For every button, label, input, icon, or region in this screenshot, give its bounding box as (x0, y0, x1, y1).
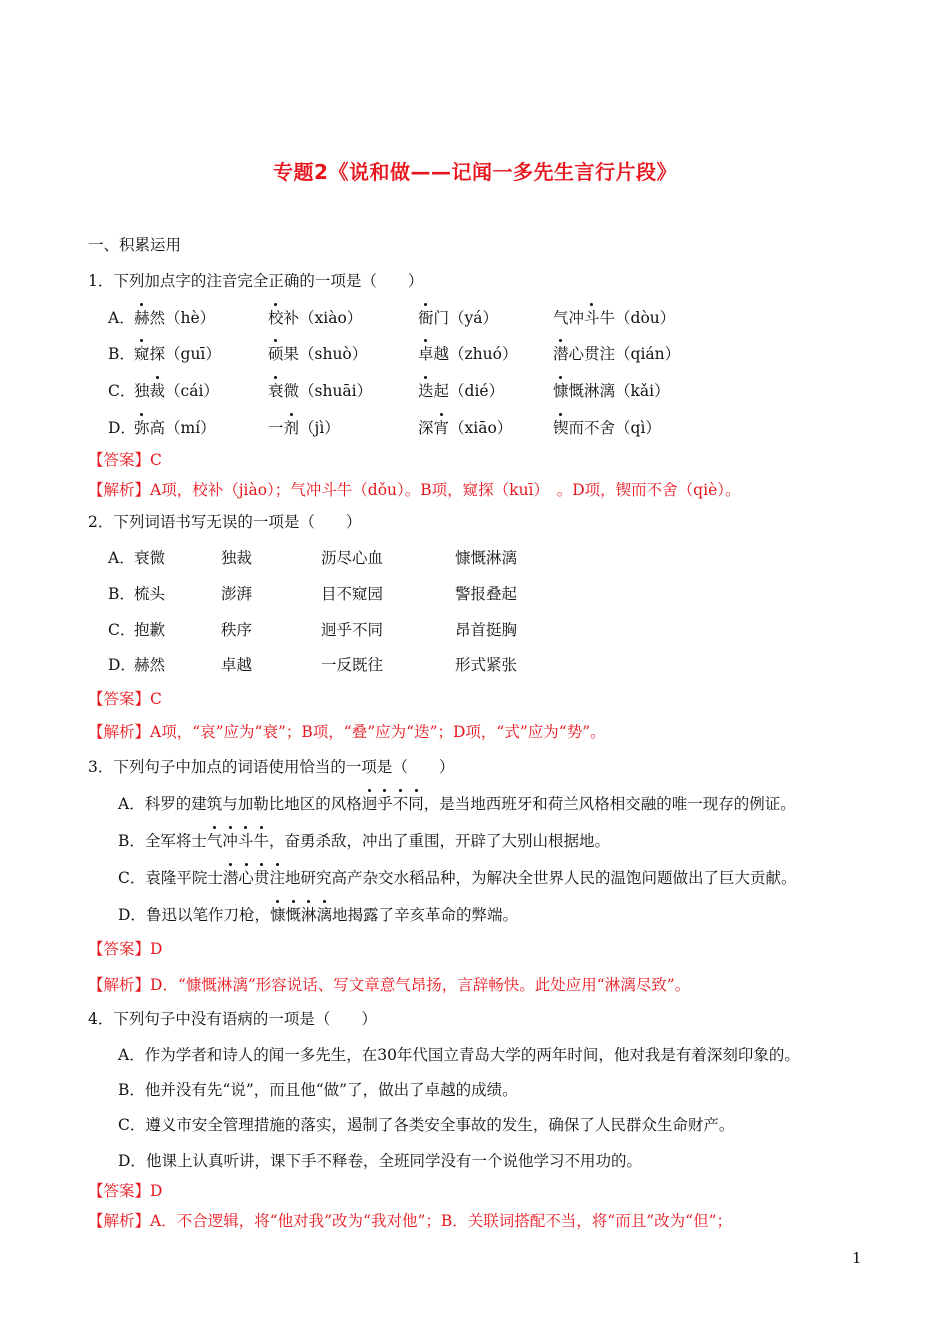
q3-option-a: A．科罗的建筑与加勒比地区的风格迥乎不同，是当地西班牙和荷兰风格相交融的唯一现存的例证。 (118, 795, 796, 813)
q2-d-label: D． (108, 656, 136, 674)
q1-d-label: D． (108, 419, 136, 437)
q2-c-word-1: 抱歉 (134, 621, 166, 639)
q2-c-word-4: 昂首挺胸 (455, 621, 518, 639)
q3-option-d: D．鲁迅以笔作刀枪，慷慨淋漓地揭露了辛亥革命的弊端。 (118, 906, 519, 924)
q2-b-word-3: 目不窥园 (321, 585, 384, 603)
q2-c-label: C． (108, 621, 136, 639)
q2-answer: 【答案】C (88, 690, 162, 708)
q4-option-a: A．作为学者和诗人的闻一多先生，在30年代国立青岛大学的两年时间，他对我是有着深刻印象的。 (118, 1046, 800, 1064)
q2-b-word-1: 梳头 (134, 585, 166, 603)
q2-a-word-2: 独裁 (221, 549, 253, 567)
q1-analysis: 【解析】A项，校补（jiào）；气冲斗牛（dǒu）。B项，窥探（kuī） 。D项，锲而不舍（qiè）。 (88, 481, 741, 499)
q1-c-item-1: 独裁（cái） (134, 382, 219, 400)
q3-option-b: B．全军将士气冲斗牛，奋勇杀敌，冲出了重围，开辟了大别山根据地。 (118, 832, 610, 850)
q2-b-word-2: 澎湃 (221, 585, 253, 603)
q1-b-item-1: 窥探（guī） (134, 345, 221, 363)
q4-analysis: 【解析】A．不合逻辑，将“他对我”改为“我对他”；B．关联词搭配不当，将“而且”改为“但”； (88, 1212, 732, 1230)
q1-b-item-3: 卓越（zhuó） (418, 345, 518, 363)
q1-c-item-4: 慷慨淋漓（kǎi） (553, 382, 670, 400)
q1-a-item-3: 衙门（yá） (418, 309, 499, 327)
q1-d-item-3: 深宵（xiāo） (418, 419, 513, 437)
document-title: 专题2《说和做——记闻一多先生言行片段》 (273, 160, 677, 184)
q1-a-label: A． (108, 309, 135, 327)
q2-d-word-2: 卓越 (221, 656, 253, 674)
q1-a-item-2: 校补（xiào） (268, 309, 363, 327)
q2-analysis: 【解析】A项，“哀”应为“衰”；B项，“叠”应为“迭”；D项，“式”应为“势”。 (88, 723, 606, 741)
q2-a-word-3: 沥尽心血 (321, 549, 384, 567)
q4-option-b: B．他并没有先“说”，而且他“做”了，做出了卓越的成绩。 (118, 1081, 518, 1099)
q4-answer: 【答案】D (88, 1182, 163, 1200)
q2-stem: 2．下列词语书写无误的一项是（ ） (88, 513, 362, 531)
q3-analysis: 【解析】D．“慷慨淋漓”形容说话、写文章意气昂扬，言辞畅快。此处应用“淋漓尽致”。 (88, 976, 691, 994)
page-number: 1 (852, 1249, 862, 1267)
q1-stem: 1．下列加点字的注音完全正确的一项是（ ） (88, 272, 424, 290)
q4-stem: 4．下列句子中没有语病的一项是（ ） (88, 1010, 377, 1028)
q4-option-d: D．他课上认真听讲，课下手不释卷，全班同学没有一个说他学习不用功的。 (118, 1152, 642, 1170)
q1-d-item-4: 锲而不舍（qì） (553, 419, 661, 437)
q3-stem: 3．下列句子中加点的词语使用恰当的一项是（ ） (88, 758, 455, 776)
q2-a-word-4: 慷慨淋漓 (455, 549, 518, 567)
q3-answer: 【答案】D (88, 940, 163, 958)
q1-d-item-1: 弥高（mí） (134, 419, 216, 437)
q1-b-item-4: 潜心贯注（qián） (553, 345, 681, 363)
q2-d-word-1: 赫然 (134, 656, 166, 674)
section-heading: 一、积累运用 (88, 236, 182, 254)
q1-c-item-3: 迭起（dié） (418, 382, 505, 400)
q1-b-item-2: 硕果（shuò） (268, 345, 368, 363)
q2-b-label: B． (108, 585, 135, 603)
q1-c-label: C． (108, 382, 136, 400)
q1-a-item-1: 赫然（hè） (134, 309, 216, 327)
q4-option-c: C．遵义市安全管理措施的落实，遏制了各类安全事故的发生，确保了人民群众生命财产。 (118, 1116, 735, 1134)
q2-a-label: A． (108, 549, 135, 567)
q1-a-item-4: 气冲斗牛（dòu） (553, 309, 676, 327)
q2-a-word-1: 衰微 (134, 549, 166, 567)
q1-d-item-2: 一剂（jì） (268, 419, 340, 437)
q2-b-word-4: 警报叠起 (455, 585, 518, 603)
q3-option-c: C．袁隆平院士潜心贯注地研究高产杂交水稻品种，为解决全世界人民的温饱问题做出了巨大贡献。 (118, 869, 797, 887)
q2-d-word-4: 形式紧张 (455, 656, 518, 674)
q2-d-word-3: 一反既往 (321, 656, 384, 674)
q2-c-word-2: 秩序 (221, 621, 253, 639)
q2-c-word-3: 迥乎不同 (321, 621, 384, 639)
q1-c-item-2: 衰微（shuāi） (268, 382, 373, 400)
q1-answer: 【答案】C (88, 451, 162, 469)
q1-b-label: B． (108, 345, 135, 363)
